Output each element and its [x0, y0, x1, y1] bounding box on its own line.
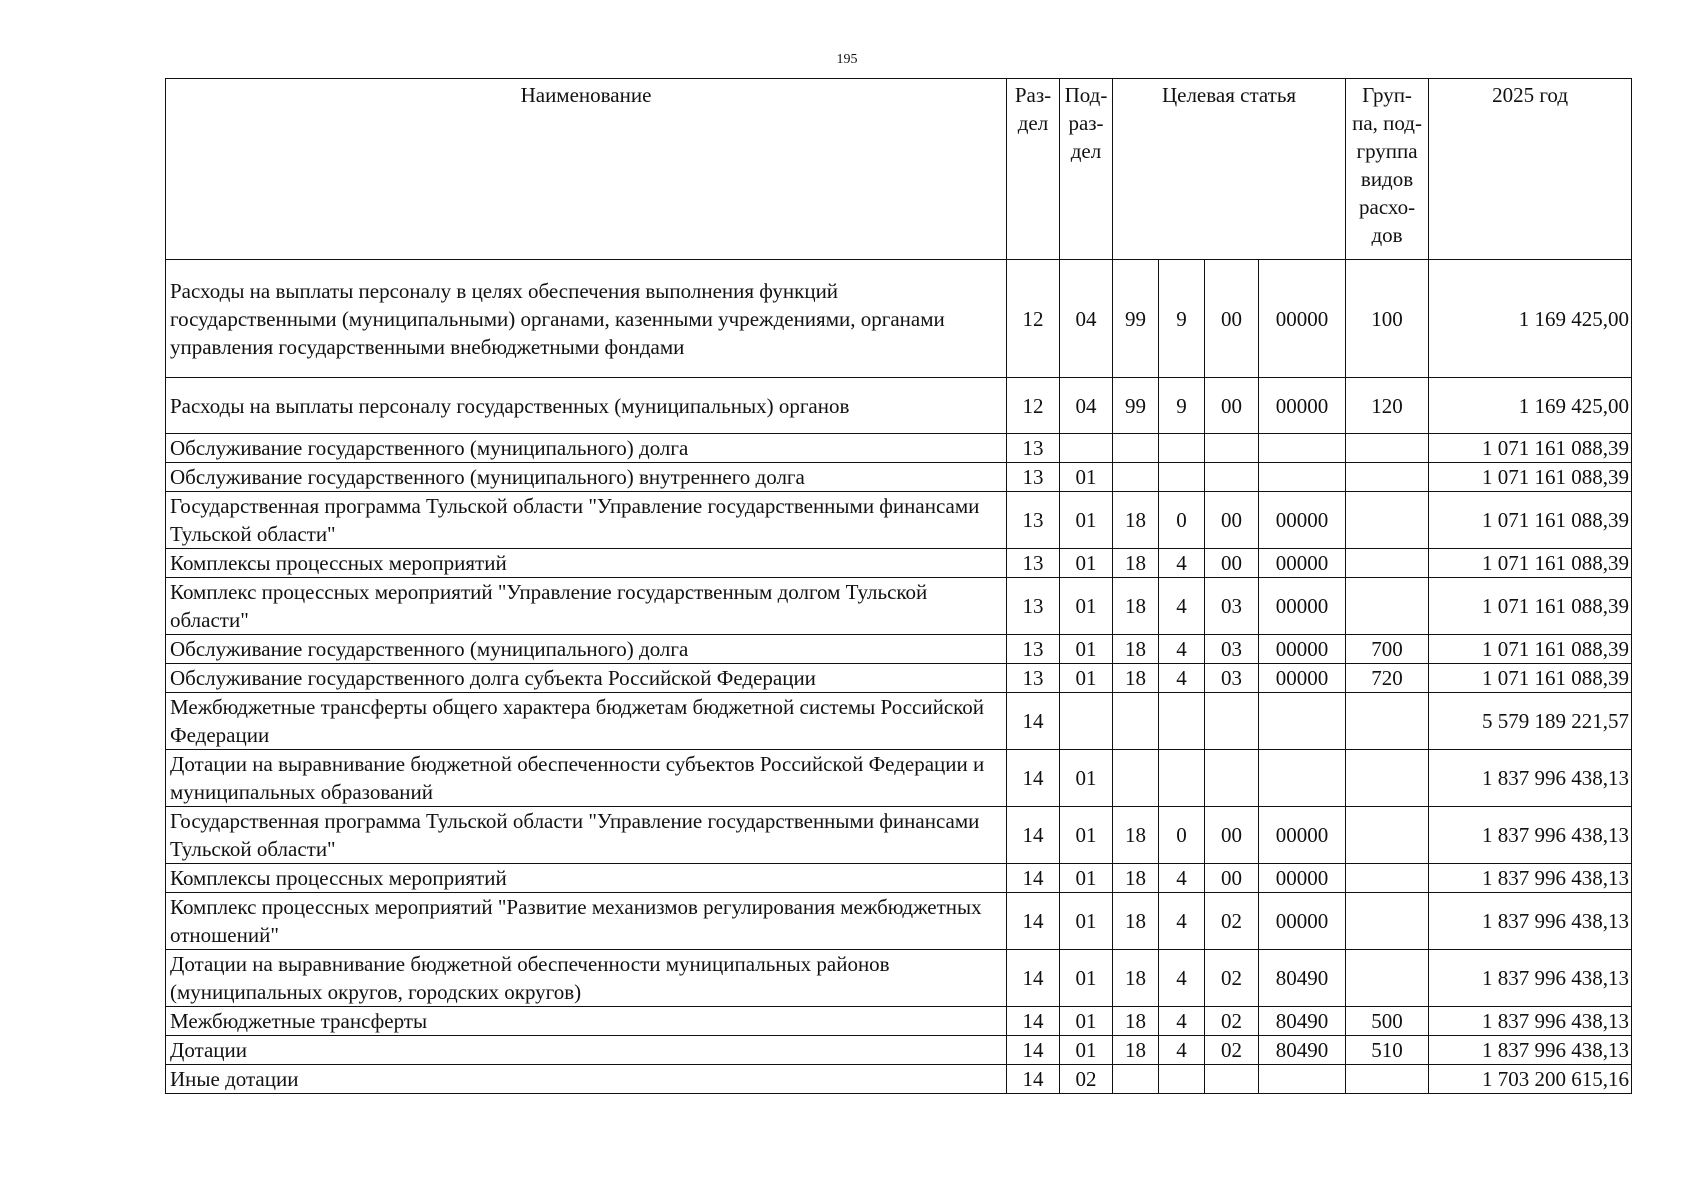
table-row	[166, 260, 1632, 378]
table-row	[166, 434, 1632, 463]
row-target-measure: 02	[1205, 1036, 1259, 1065]
row-razdel: 13	[1007, 434, 1060, 463]
row-target-type: 4	[1159, 864, 1205, 893]
row-razdel: 14	[1007, 1036, 1060, 1065]
row-target-type: 4	[1159, 950, 1205, 1007]
row-expense-group	[1346, 693, 1429, 750]
row-target-measure: 00	[1205, 864, 1259, 893]
row-amount: 1 837 996 438,13	[1429, 1036, 1632, 1065]
row-expense-group	[1346, 750, 1429, 807]
row-amount: 1 071 161 088,39	[1429, 434, 1632, 463]
row-target-type: 4	[1159, 893, 1205, 950]
row-target-measure: 02	[1205, 950, 1259, 1007]
header-group-label: Груп- па, под- группа видов расхо- дов	[1352, 83, 1422, 247]
row-name: Расходы на выплаты персоналу в целях обеспечения выполнения функций государственными (муниципальными) органами, казенными учреждениями, органами управления государственными внебюджетными фондами	[166, 260, 1007, 378]
page-number: 195	[836, 52, 858, 67]
row-target-type	[1159, 750, 1205, 807]
table-row	[166, 635, 1632, 664]
row-target-measure: 03	[1205, 578, 1259, 635]
row-target-direction: 00000	[1259, 378, 1346, 434]
table-row	[166, 492, 1632, 549]
row-podrazdel: 04	[1060, 260, 1113, 378]
row-name: Обслуживание государственного (муниципального) долга	[166, 635, 1007, 664]
row-target-direction: 00000	[1259, 893, 1346, 950]
row-target-direction	[1259, 463, 1346, 492]
table-row	[166, 578, 1632, 635]
header-year: 2025 год	[1429, 79, 1632, 260]
row-podrazdel: 01	[1060, 807, 1113, 864]
row-razdel: 13	[1007, 635, 1060, 664]
row-target-direction	[1259, 693, 1346, 750]
row-target-measure	[1205, 693, 1259, 750]
row-target-direction: 00000	[1259, 635, 1346, 664]
row-expense-group	[1346, 463, 1429, 492]
row-expense-group	[1346, 578, 1429, 635]
row-target-type: 0	[1159, 807, 1205, 864]
row-target-measure	[1205, 750, 1259, 807]
table-body	[166, 260, 1632, 1094]
row-name: Межбюджетные трансферты	[166, 1007, 1007, 1036]
row-target-program: 18	[1113, 893, 1159, 950]
table-row	[166, 893, 1632, 950]
row-amount: 1 071 161 088,39	[1429, 578, 1632, 635]
row-target-type	[1159, 434, 1205, 463]
row-target-measure	[1205, 463, 1259, 492]
row-target-type: 4	[1159, 578, 1205, 635]
row-razdel: 14	[1007, 693, 1060, 750]
row-target-type	[1159, 1065, 1205, 1094]
row-podrazdel: 01	[1060, 1036, 1113, 1065]
row-target-measure: 00	[1205, 549, 1259, 578]
row-podrazdel	[1060, 434, 1113, 463]
row-amount: 1 837 996 438,13	[1429, 1007, 1632, 1036]
row-target-program: 18	[1113, 664, 1159, 693]
row-target-measure	[1205, 1065, 1259, 1094]
header-podrazdel-label: Под- раз- дел	[1064, 83, 1108, 163]
row-podrazdel: 01	[1060, 893, 1113, 950]
row-target-measure: 00	[1205, 378, 1259, 434]
row-target-measure: 02	[1205, 893, 1259, 950]
row-target-measure: 00	[1205, 807, 1259, 864]
row-target-type: 9	[1159, 378, 1205, 434]
header-name: Наименование	[166, 79, 1007, 260]
row-target-direction: 00000	[1259, 664, 1346, 693]
row-target-program	[1113, 693, 1159, 750]
row-amount: 5 579 189 221,57	[1429, 693, 1632, 750]
row-razdel: 14	[1007, 1007, 1060, 1036]
row-target-direction: 00000	[1259, 492, 1346, 549]
row-amount: 1 071 161 088,39	[1429, 549, 1632, 578]
header-razdel-label: Раз- дел	[1014, 83, 1052, 135]
row-name: Комплексы процессных мероприятий	[166, 549, 1007, 578]
row-name: Дотации на выравнивание бюджетной обеспеченности субъектов Российской Федерации и муниципальных образований	[166, 750, 1007, 807]
row-amount: 1 837 996 438,13	[1429, 750, 1632, 807]
row-target-measure: 00	[1205, 260, 1259, 378]
row-target-type: 4	[1159, 1007, 1205, 1036]
table-row	[166, 950, 1632, 1007]
row-expense-group: 100	[1346, 260, 1429, 378]
table-row	[166, 807, 1632, 864]
row-amount: 1 071 161 088,39	[1429, 463, 1632, 492]
row-razdel: 14	[1007, 893, 1060, 950]
table-row	[166, 664, 1632, 693]
row-target-program	[1113, 750, 1159, 807]
row-podrazdel: 01	[1060, 864, 1113, 893]
row-expense-group: 120	[1346, 378, 1429, 434]
row-name: Государственная программа Тульской области "Управление государственными финансами Тульской области"	[166, 807, 1007, 864]
row-target-direction: 00000	[1259, 864, 1346, 893]
row-expense-group	[1346, 492, 1429, 549]
row-podrazdel: 01	[1060, 664, 1113, 693]
row-amount: 1 703 200 615,16	[1429, 1065, 1632, 1094]
row-target-measure: 02	[1205, 1007, 1259, 1036]
row-name: Комплексы процессных мероприятий	[166, 864, 1007, 893]
row-target-program: 18	[1113, 635, 1159, 664]
row-target-program	[1113, 1065, 1159, 1094]
row-target-program: 18	[1113, 864, 1159, 893]
row-target-direction: 00000	[1259, 260, 1346, 378]
row-podrazdel: 01	[1060, 950, 1113, 1007]
row-target-measure: 03	[1205, 664, 1259, 693]
row-target-type: 9	[1159, 260, 1205, 378]
row-expense-group: 720	[1346, 664, 1429, 693]
row-razdel: 12	[1007, 378, 1060, 434]
row-razdel: 12	[1007, 260, 1060, 378]
row-amount: 1 071 161 088,39	[1429, 492, 1632, 549]
table-row	[166, 549, 1632, 578]
header-target: Целевая статья	[1113, 79, 1346, 260]
row-target-type: 4	[1159, 664, 1205, 693]
row-name: Дотации на выравнивание бюджетной обеспеченности муниципальных районов (муниципальных округов, городских округов)	[166, 950, 1007, 1007]
header-razdel	[1007, 79, 1060, 260]
row-target-program: 99	[1113, 378, 1159, 434]
row-amount: 1 837 996 438,13	[1429, 807, 1632, 864]
row-razdel: 13	[1007, 578, 1060, 635]
row-target-measure: 03	[1205, 635, 1259, 664]
row-name: Дотации	[166, 1036, 1007, 1065]
row-target-type: 4	[1159, 549, 1205, 578]
table-row	[166, 1065, 1632, 1094]
row-expense-group	[1346, 807, 1429, 864]
table-row	[166, 693, 1632, 750]
row-target-type: 4	[1159, 635, 1205, 664]
row-podrazdel: 01	[1060, 578, 1113, 635]
row-amount: 1 837 996 438,13	[1429, 950, 1632, 1007]
row-target-type	[1159, 463, 1205, 492]
row-target-program	[1113, 434, 1159, 463]
row-name: Иные дотации	[166, 1065, 1007, 1094]
row-razdel: 13	[1007, 492, 1060, 549]
row-name: Обслуживание государственного (муниципального) внутреннего долга	[166, 463, 1007, 492]
table-row	[166, 750, 1632, 807]
row-name: Комплекс процессных мероприятий "Развитие механизмов регулирования межбюджетных отношений"	[166, 893, 1007, 950]
row-target-measure: 00	[1205, 492, 1259, 549]
row-target-program: 18	[1113, 492, 1159, 549]
row-razdel: 13	[1007, 549, 1060, 578]
row-amount: 1 071 161 088,39	[1429, 664, 1632, 693]
table-row	[166, 1007, 1632, 1036]
row-expense-group	[1346, 950, 1429, 1007]
row-target-direction: 00000	[1259, 578, 1346, 635]
row-target-direction: 00000	[1259, 807, 1346, 864]
row-podrazdel	[1060, 693, 1113, 750]
row-name: Обслуживание государственного (муниципального) долга	[166, 434, 1007, 463]
row-razdel: 14	[1007, 1065, 1060, 1094]
row-name: Межбюджетные трансферты общего характера бюджетам бюджетной системы Российской Федерации	[166, 693, 1007, 750]
row-target-type: 4	[1159, 1036, 1205, 1065]
table-row	[166, 864, 1632, 893]
row-target-program: 18	[1113, 1007, 1159, 1036]
row-name: Комплекс процессных мероприятий "Управление государственным долгом Тульской области"	[166, 578, 1007, 635]
row-expense-group	[1346, 434, 1429, 463]
row-target-direction: 80490	[1259, 1036, 1346, 1065]
row-expense-group: 700	[1346, 635, 1429, 664]
row-expense-group	[1346, 1065, 1429, 1094]
table-row	[166, 463, 1632, 492]
row-amount: 1 169 425,00	[1429, 260, 1632, 378]
row-podrazdel: 01	[1060, 1007, 1113, 1036]
row-expense-group	[1346, 549, 1429, 578]
row-target-program	[1113, 463, 1159, 492]
row-razdel: 13	[1007, 664, 1060, 693]
row-podrazdel: 01	[1060, 463, 1113, 492]
row-name: Расходы на выплаты персоналу государственных (муниципальных) органов	[166, 378, 1007, 434]
row-razdel: 14	[1007, 950, 1060, 1007]
budget-table	[165, 78, 1632, 1094]
row-target-direction: 00000	[1259, 549, 1346, 578]
row-target-program: 18	[1113, 549, 1159, 578]
row-expense-group	[1346, 893, 1429, 950]
header-group	[1346, 79, 1429, 260]
row-podrazdel: 04	[1060, 378, 1113, 434]
row-expense-group	[1346, 864, 1429, 893]
row-target-program: 18	[1113, 578, 1159, 635]
row-name: Обслуживание государственного долга субъекта Российской Федерации	[166, 664, 1007, 693]
row-podrazdel: 01	[1060, 492, 1113, 549]
row-target-program: 18	[1113, 950, 1159, 1007]
row-target-direction: 80490	[1259, 1007, 1346, 1036]
row-target-program: 99	[1113, 260, 1159, 378]
row-target-program: 18	[1113, 1036, 1159, 1065]
row-target-type	[1159, 693, 1205, 750]
row-target-type: 0	[1159, 492, 1205, 549]
row-razdel: 14	[1007, 864, 1060, 893]
row-podrazdel: 01	[1060, 635, 1113, 664]
row-target-measure	[1205, 434, 1259, 463]
row-razdel: 14	[1007, 807, 1060, 864]
row-target-program: 18	[1113, 807, 1159, 864]
row-target-direction	[1259, 434, 1346, 463]
row-podrazdel: 01	[1060, 750, 1113, 807]
table-header-row	[166, 79, 1632, 260]
header-podrazdel	[1060, 79, 1113, 260]
row-expense-group: 500	[1346, 1007, 1429, 1036]
row-target-direction: 80490	[1259, 950, 1346, 1007]
row-podrazdel: 01	[1060, 549, 1113, 578]
table-row	[166, 378, 1632, 434]
row-target-direction	[1259, 750, 1346, 807]
row-amount: 1 071 161 088,39	[1429, 635, 1632, 664]
row-amount: 1 169 425,00	[1429, 378, 1632, 434]
row-expense-group: 510	[1346, 1036, 1429, 1065]
row-name: Государственная программа Тульской области "Управление государственными финансами Тульской области"	[166, 492, 1007, 549]
table-row	[166, 1036, 1632, 1065]
row-amount: 1 837 996 438,13	[1429, 864, 1632, 893]
row-target-direction	[1259, 1065, 1346, 1094]
row-razdel: 14	[1007, 750, 1060, 807]
row-podrazdel: 02	[1060, 1065, 1113, 1094]
row-amount: 1 837 996 438,13	[1429, 893, 1632, 950]
row-razdel: 13	[1007, 463, 1060, 492]
